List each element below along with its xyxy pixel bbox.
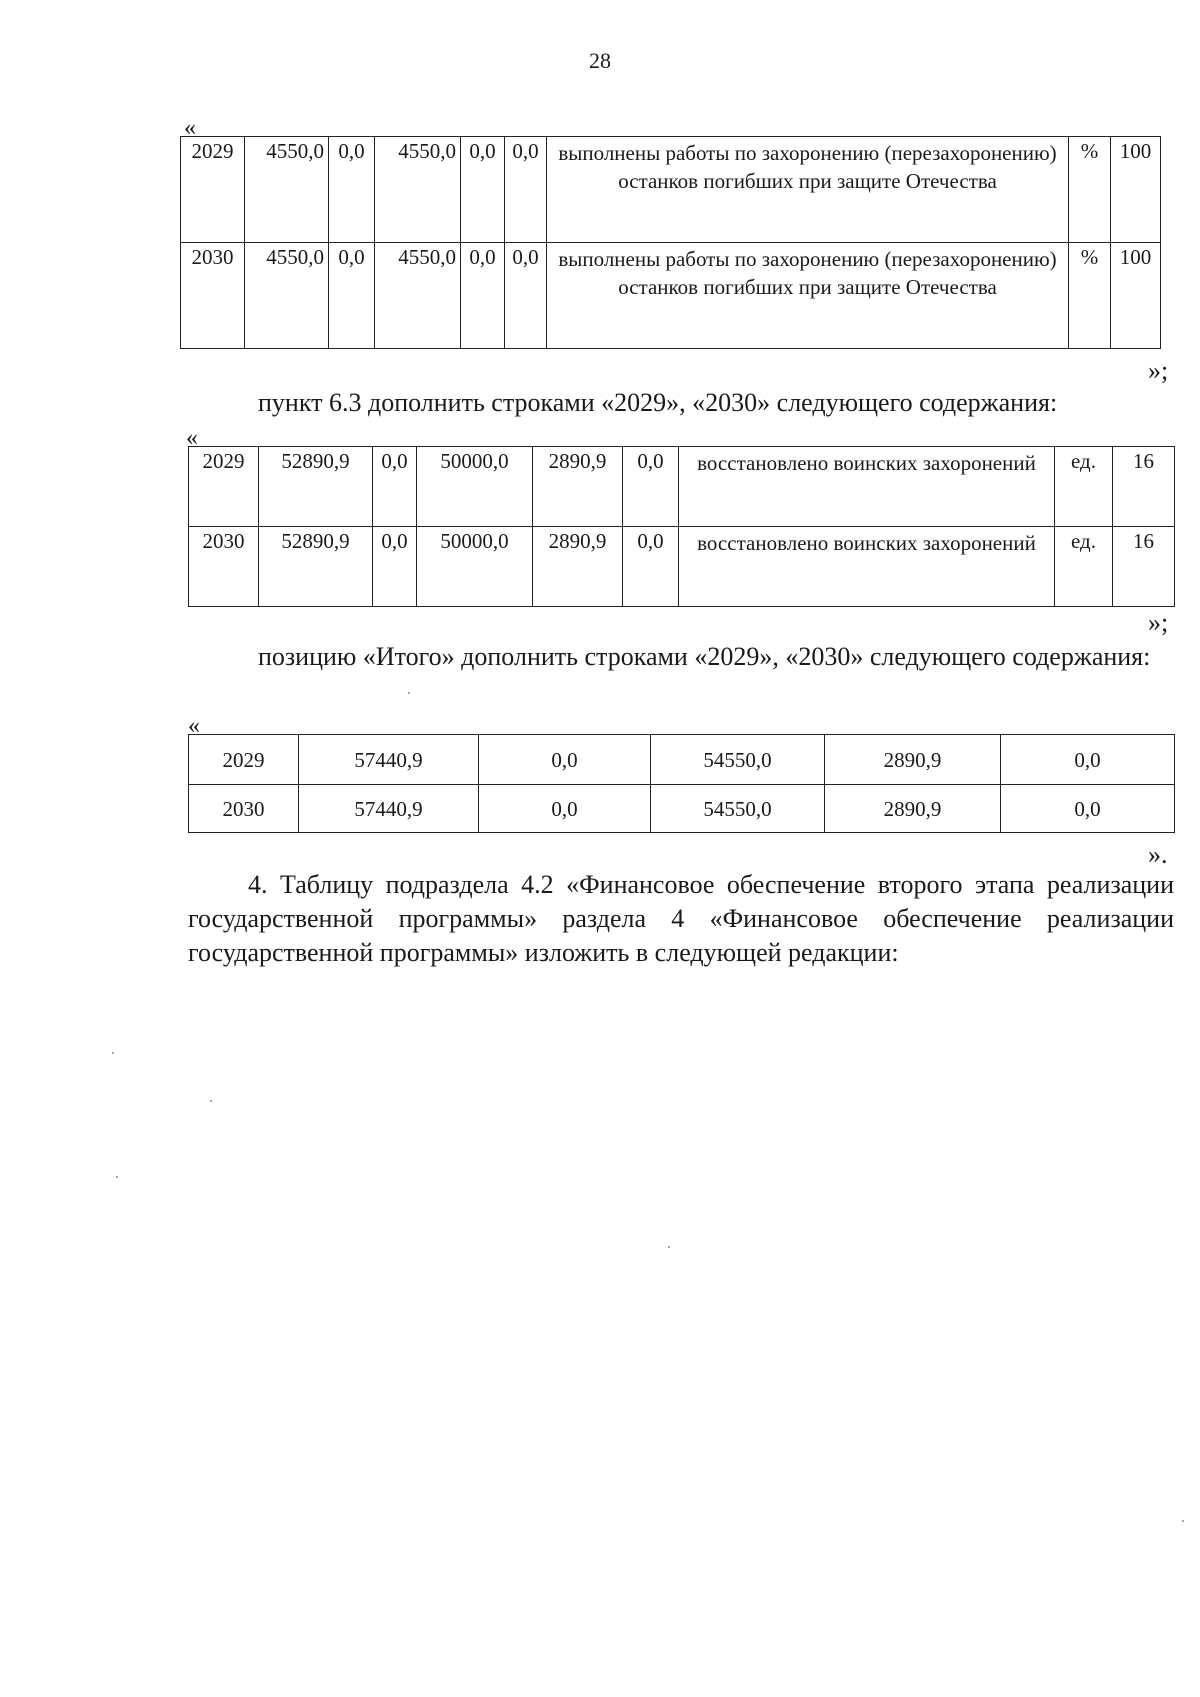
amount-cell: 2890,9 bbox=[825, 735, 1001, 785]
year-cell: 2029 bbox=[189, 735, 299, 785]
amount-cell: 50000,0 bbox=[417, 527, 533, 607]
total-cell: 4550,0 bbox=[245, 137, 329, 243]
amount-cell: 0,0 bbox=[329, 137, 375, 243]
indicator-description: выполнены работы по захоронению (перезахоронению) останков погибших при защите Отечества bbox=[547, 137, 1069, 243]
year-cell: 2030 bbox=[189, 527, 259, 607]
year-cell: 2029 bbox=[189, 447, 259, 527]
opening-quote: « bbox=[186, 425, 198, 451]
amount-cell: 0,0 bbox=[373, 527, 417, 607]
amount-cell: 0,0 bbox=[479, 735, 651, 785]
amount-cell: 0,0 bbox=[461, 243, 505, 349]
scan-speck bbox=[210, 1100, 212, 1102]
paragraph-itogo: позицию «Итого» дополнить строками «2029», «2030» следующего содержания: bbox=[258, 642, 1151, 671]
year-cell: 2029 bbox=[181, 137, 245, 243]
indicator-description: выполнены работы по захоронению (перезахоронению) останков погибших при защите Отечества bbox=[547, 243, 1069, 349]
paragraph-point-6-3: пункт 6.3 дополнить строками «2029», «2030» следующего содержания: bbox=[258, 388, 1058, 417]
table-row bbox=[189, 527, 1175, 607]
scan-speck bbox=[116, 1176, 118, 1178]
closing-quote: »; bbox=[1148, 356, 1169, 385]
total-cell: 57440,9 bbox=[299, 785, 479, 833]
scan-speck bbox=[1182, 1520, 1184, 1522]
amount-cell: 0,0 bbox=[505, 243, 547, 349]
closing-quote: »; bbox=[1148, 608, 1169, 637]
indicator-value: 16 bbox=[1113, 447, 1175, 527]
amount-cell: 0,0 bbox=[461, 137, 505, 243]
unit-cell: % bbox=[1069, 243, 1111, 349]
unit-cell: ед. bbox=[1055, 527, 1113, 607]
table-row bbox=[189, 735, 1175, 785]
amount-cell: 0,0 bbox=[623, 527, 679, 607]
table-row bbox=[189, 785, 1175, 833]
year-cell: 2030 bbox=[189, 785, 299, 833]
indicator-description: восстановлено воинских захоронений bbox=[679, 447, 1055, 527]
opening-quote: « bbox=[188, 713, 200, 739]
indicator-description: восстановлено воинских захоронений bbox=[679, 527, 1055, 607]
amount-cell: 0,0 bbox=[373, 447, 417, 527]
amount-cell: 4550,0 bbox=[375, 137, 461, 243]
unit-cell: ед. bbox=[1055, 447, 1113, 527]
total-cell: 4550,0 bbox=[245, 243, 329, 349]
table-restored-graves bbox=[188, 446, 1175, 607]
total-cell: 52890,9 bbox=[259, 527, 373, 607]
amount-cell: 50000,0 bbox=[417, 447, 533, 527]
indicator-value: 16 bbox=[1113, 527, 1175, 607]
amount-cell: 4550,0 bbox=[375, 243, 461, 349]
table-burial-works bbox=[180, 136, 1161, 349]
amount-cell: 54550,0 bbox=[651, 735, 825, 785]
table-row bbox=[189, 447, 1175, 527]
page-number: 28 bbox=[589, 48, 611, 73]
indicator-value: 100 bbox=[1111, 243, 1161, 349]
opening-quote: « bbox=[184, 115, 196, 141]
amount-cell: 0,0 bbox=[623, 447, 679, 527]
amount-cell: 0,0 bbox=[1001, 735, 1175, 785]
year-cell: 2030 bbox=[181, 243, 245, 349]
unit-cell: % bbox=[1069, 137, 1111, 243]
amount-cell: 0,0 bbox=[329, 243, 375, 349]
indicator-value: 100 bbox=[1111, 137, 1161, 243]
table-row bbox=[181, 243, 1161, 349]
amount-cell: 2890,9 bbox=[825, 785, 1001, 833]
table-itogo bbox=[188, 734, 1175, 833]
closing-quote: ». bbox=[1148, 840, 1168, 869]
amount-cell: 0,0 bbox=[479, 785, 651, 833]
amount-cell: 54550,0 bbox=[651, 785, 825, 833]
amount-cell: 0,0 bbox=[505, 137, 547, 243]
scan-speck bbox=[408, 692, 410, 694]
total-cell: 57440,9 bbox=[299, 735, 479, 785]
amount-cell: 2890,9 bbox=[533, 447, 623, 527]
amount-cell: 0,0 bbox=[1001, 785, 1175, 833]
total-cell: 52890,9 bbox=[259, 447, 373, 527]
scan-speck bbox=[112, 1052, 114, 1054]
amount-cell: 2890,9 bbox=[533, 527, 623, 607]
scan-speck bbox=[668, 1246, 670, 1248]
paragraph-section-4: 4. Таблицу подраздела 4.2 «Финансовое обеспечение второго этапа реализации государственной программы» раздела 4 «Финансовое обеспечение реализации государственной программы» изложить в следующей редакции: bbox=[188, 870, 1174, 967]
table-row bbox=[181, 137, 1161, 243]
